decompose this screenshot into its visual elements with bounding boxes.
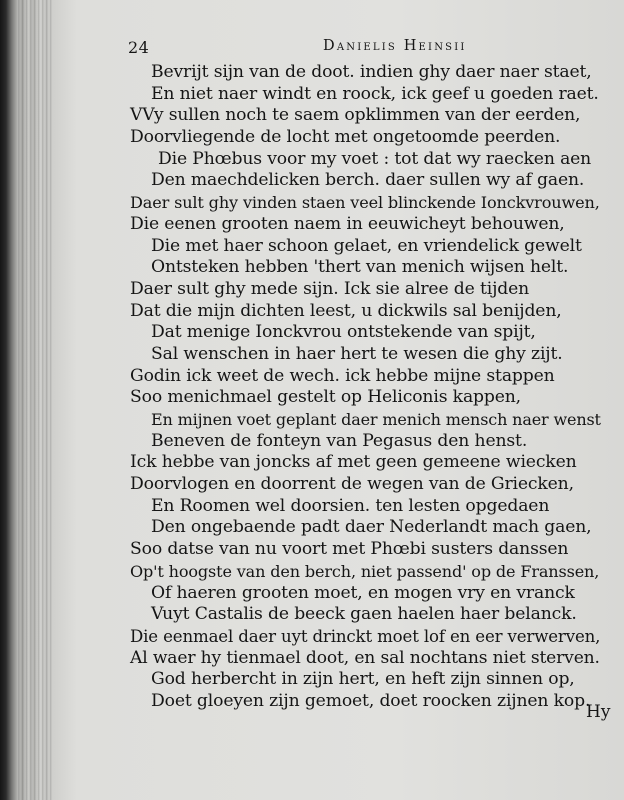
stacked-page-edges	[18, 0, 52, 800]
poem-line: Sal wenschen in haer hert te wesen die ghy zijt.	[151, 343, 563, 364]
poem-line: En niet naer windt en roock, ick geef u goeden raet.	[151, 83, 599, 104]
poem-line: Soo menichmael gestelt op Heliconis kappen,	[130, 387, 521, 408]
poem-line: Dat menige Ionckvrou ontstekende van spijt,	[151, 322, 536, 343]
poem-line: Doorvlogen en doorrent de wegen van de Griecken,	[130, 474, 574, 495]
poem-text	[130, 62, 600, 713]
poem-line: Die eenmael daer uyt drinckt moet lof en eer verwerven,	[130, 626, 601, 646]
poem-line: Al waer hy tienmael doot, en sal nochtans niet sterven.	[130, 647, 600, 668]
poem-line: Die met haer schoon gelaet, en vriendelick gewelt	[151, 235, 582, 256]
poem-line: Op't hoogste van den berch, niet passend' op de Franssen,	[130, 561, 600, 581]
poem-line: Godin ick weet de wech. ick hebbe mijne stappen	[130, 365, 555, 386]
poem-line: Vuyt Castalis de beeck gaen haelen haer belanck.	[151, 604, 577, 625]
poem-line: Soo datse van nu voort met Phœbi susters danssen	[130, 539, 569, 560]
poem-line: Ick hebbe van joncks af met geen gemeene wiecken	[130, 452, 577, 473]
poem-line: God herbercht in zijn hert, en heft zijn sinnen op,	[151, 669, 575, 690]
page-header	[128, 38, 548, 58]
poem-line: Ontsteken hebben 'thert van menich wijsen helt.	[151, 257, 569, 278]
catchword: Hy	[586, 702, 611, 722]
poem-line: Daer sult ghy vinden staen veel blinckende Ionckvrouwen,	[130, 193, 600, 213]
poem-line: Den ongebaende padt daer Nederlandt mach gaen,	[151, 517, 592, 538]
poem-line: Beneven de fonteyn van Pegasus den henst.	[151, 430, 528, 451]
poem-line: Doet gloeyen zijn gemoet, doet roocken zijnen kop.	[151, 690, 591, 711]
poem-line: En Roomen wel doorsien. ten lesten opgedaen	[151, 495, 550, 516]
poem-line: En mijnen voet geplant daer menich mensch naer wenst	[151, 410, 601, 429]
page-number: 24	[128, 38, 150, 57]
poem-line: Die Phœbus voor my voet : tot dat wy raecken aen	[158, 148, 592, 169]
poem-line: Daer sult ghy mede sijn. Ick sie alree de tijden	[130, 278, 530, 299]
poem-line: Of haeren grooten moet, en mogen vry en vranck	[151, 582, 575, 603]
running-head: Danielis Heinsii	[323, 38, 467, 54]
poem-line: Bevrijt sijn van de doot. indien ghy daer naer staet,	[151, 62, 592, 82]
poem-line: Die eenen grooten naem in eeuwicheyt behouwen,	[130, 213, 565, 234]
poem-line: VVy sullen noch te saem opklimmen van der eerden,	[130, 105, 581, 126]
poem-line: Dat die mijn dichten leest, u dickwils sal benijden,	[130, 300, 562, 321]
poem-line: Doorvliegende de locht met ongetoomde peerden.	[130, 127, 561, 148]
poem-line: Den maechdelicken berch. daer sullen wy af gaen.	[151, 170, 585, 191]
